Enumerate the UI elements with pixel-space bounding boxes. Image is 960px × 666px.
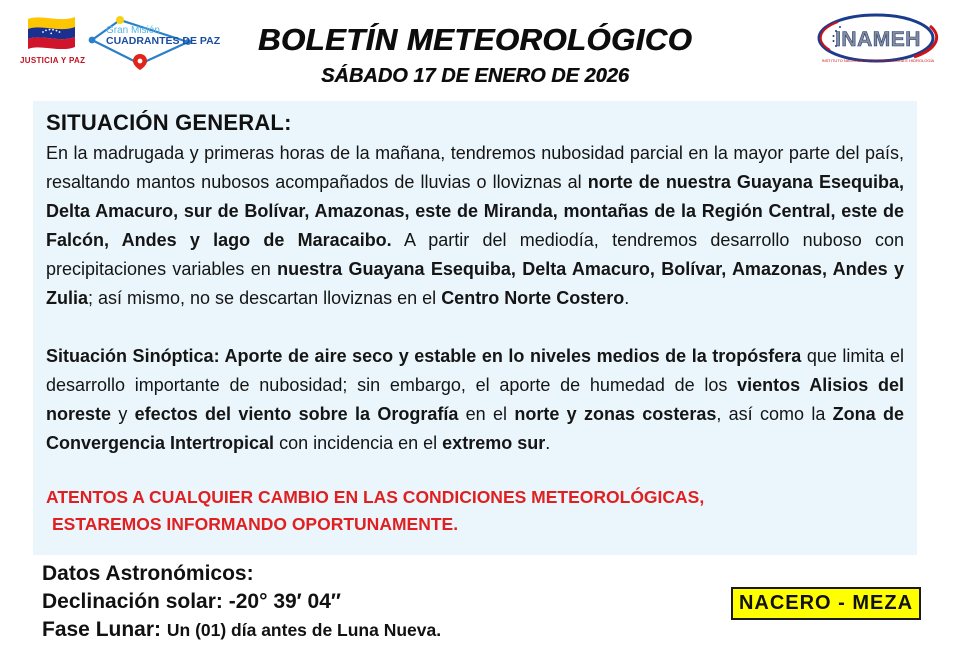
para1-segment-bold: norte de nuestra Guayana Esequiba, Delta Amacuro, sur de Bolívar, Amazonas, este de Miranda, montañas de la Región Central, este de Falcón, Andes y lago de Maracaibo. [46,172,904,250]
bulletin-date: SÁBADO 17 DE ENERO DE 2026 [321,65,629,87]
situacion-general-heading: SITUACIÓN GENERAL: [46,110,292,135]
para2-segment-bold: norte y zonas costeras [514,404,717,424]
cuadrantes-de-paz-logo [84,14,221,70]
justicia-y-paz-caption: JUSTICIA Y PAZ [20,56,86,65]
datos-astronomicos-section [42,560,441,644]
para2-segment: y [111,404,135,424]
para2-segment: con incidencia en el [274,433,443,453]
forecaster-signature-box: NACERO - MEZA [731,587,921,620]
declinacion-value: -20° 39′ 04″ [228,590,341,613]
cuadrantes-logo-text [106,25,221,47]
para2-segment: . [545,433,551,453]
para2-segment: que limita el desarrollo importante de nubosidad; sin embargo, el aporte de humedad de los [46,346,904,395]
situacion-sinoptica-paragraph [46,342,904,458]
bulletin-title: BOLETÍN METEOROLÓGICO [257,22,693,57]
venezuela-flag-icon [26,15,76,49]
inameh-logo [816,12,940,70]
para2-segment-bold: vientos Alisios del noreste [46,375,904,424]
fase-lunar-label: Fase Lunar: [42,618,162,641]
alert-line2: ESTAREMOS INFORMANDO OPORTUNAMENTE. [52,514,459,534]
declinacion-label: Declinación solar: [42,590,223,613]
bulletin-body-panel [33,101,917,555]
alert-line1: ATENTOS A CUALQUIER CAMBIO EN LAS CONDICIONES METEOROLÓGICAS, [46,487,705,507]
cuadrantes-label: CUADRANTES DE PAZ [106,35,221,47]
svg-text:INAMEH: INAMEH [835,28,921,51]
para1-segment-bold: Centro Norte Costero [441,288,625,308]
para2-segment-bold: Zona de Convergencia Intertropical [46,404,904,453]
inameh-subtitle: INSTITUTO NACIONAL DE METEOROLOGÍA E HIDROLOGÍA [821,58,935,63]
para1-segment: A partir del mediodía, tendremos desarrollo nuboso con precipitaciones variables en [46,230,904,279]
fase-lunar-value: Un (01) día antes de Luna Nueva. [166,620,442,640]
header-titles [230,22,720,88]
datos-astronomicos-heading: Datos Astronómicos: [42,562,254,585]
gran-mision-label: Gran Misión [106,25,160,36]
para2-segment-bold: Situación Sinóptica: Aporte de aire seco y estable en lo niveles medios de la tropósfera [46,346,802,366]
para1-segment-bold: nuestra Guayana Esequiba, Delta Amacuro, Bolívar, Amazonas, Andes y Zulia [46,259,904,308]
para1-segment: ; así mismo, no se descartan lloviznas en el [88,288,442,308]
inameh-emblem-icon [816,12,940,70]
para1-segment: . [624,288,630,308]
declinacion-solar-row [42,588,441,616]
para1-segment: En la madrugada y primeras horas de la mañana, tendremos nubosidad parcial en la mayor parte del país, resaltando mantos nubosos acompañados de lluvias o lloviznas al [46,143,904,192]
para2-segment-bold: efectos del viento sobre la Orografía [134,404,459,424]
para2-segment: en el [458,404,515,424]
weather-alert-notice [46,484,904,538]
justicia-y-paz-logo [20,15,86,65]
situacion-general-paragraph [46,139,904,313]
fase-lunar-row [42,616,441,644]
para2-segment-bold: extremo sur [442,433,546,453]
para2-segment: , así como la [716,404,833,424]
